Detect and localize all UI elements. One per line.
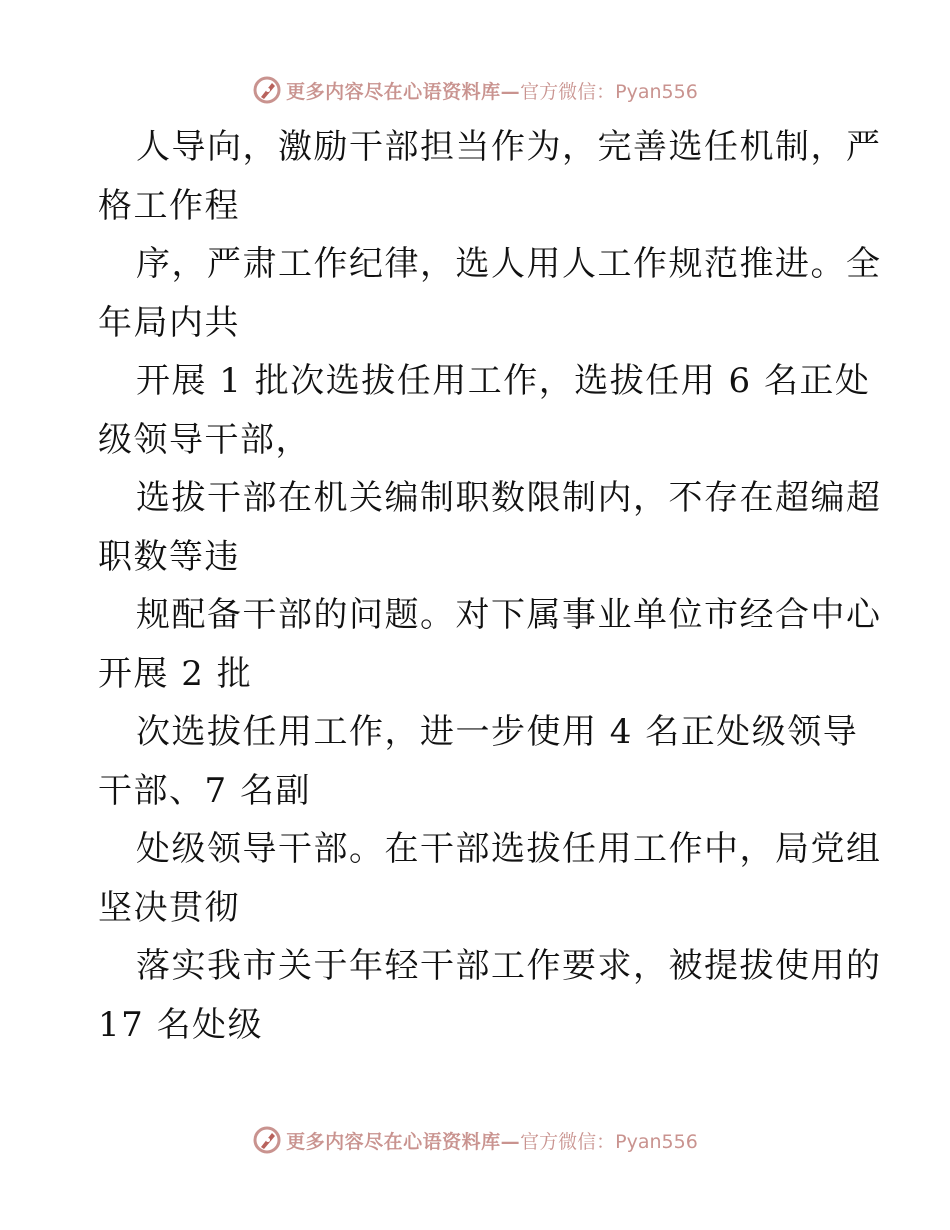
body-line: 开展 2 批 — [98, 653, 253, 694]
body-line: 年局内共 — [98, 302, 240, 343]
body-line: 序，严肃工作纪律，选人用人工作规范推进。全 — [136, 244, 882, 284]
footer-banner — [0, 1120, 950, 1160]
pen-nib-circle-icon — [252, 75, 282, 105]
body-line: 坚决贯彻 — [98, 887, 240, 928]
document-body — [98, 118, 882, 1054]
header-banner-text: 更多内容尽在心语资料库— — [286, 80, 521, 103]
body-line: 处级领导干部。在干部选拔任用工作中，局党组 — [136, 829, 882, 869]
header-banner-wechat: 官方微信：Pyan556 — [520, 80, 698, 103]
body-line: 干部、7 名副 — [98, 770, 311, 811]
body-line: 17 名处级 — [98, 1004, 264, 1045]
header-banner — [0, 70, 950, 110]
body-line: 开展 1 批次选拔任用工作，选拔任用 6 名正处 — [136, 361, 871, 401]
body-line: 人导向，激励干部担当作为，完善选任机制，严 — [136, 127, 882, 167]
body-line: 选拔干部在机关编制职数限制内，不存在超编超 — [136, 478, 882, 518]
body-line: 规配备干部的问题。对下属事业单位市经合中心 — [136, 595, 882, 635]
body-line: 级领导干部， — [98, 419, 311, 460]
footer-banner-text: 更多内容尽在心语资料库— — [286, 1130, 521, 1153]
body-line: 格工作程 — [98, 185, 240, 226]
pen-nib-circle-icon — [252, 1125, 282, 1155]
footer-banner-wechat: 官方微信：Pyan556 — [520, 1130, 698, 1153]
body-line: 职数等违 — [98, 536, 240, 577]
body-line: 落实我市关于年轻干部工作要求，被提拔使用的 — [136, 946, 882, 986]
body-line: 次选拔任用工作，进一步使用 4 名正处级领导 — [136, 712, 859, 752]
